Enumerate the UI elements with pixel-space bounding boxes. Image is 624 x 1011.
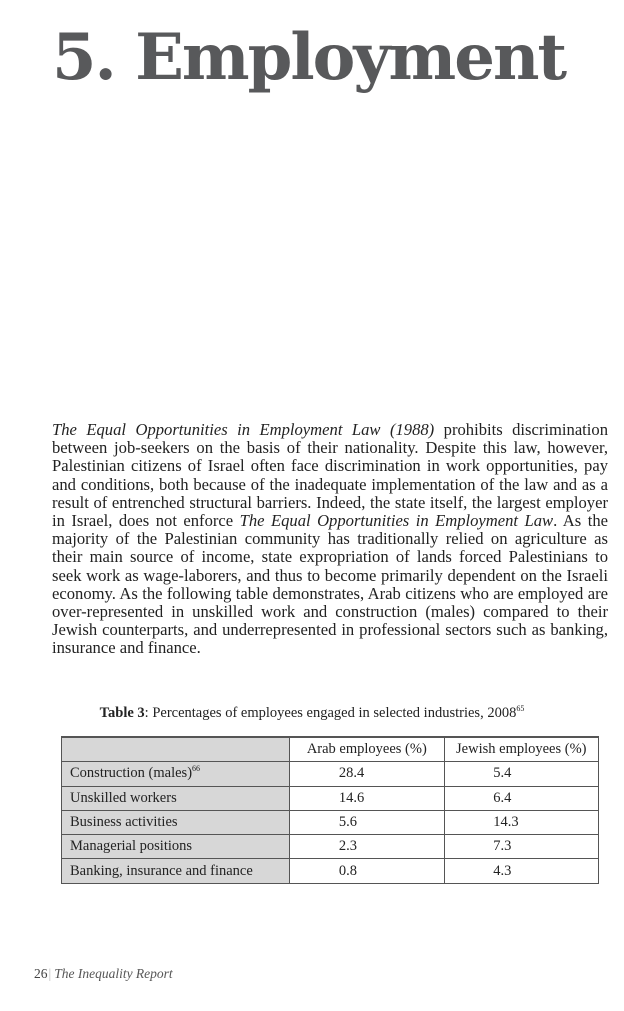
table-header-arab: Arab employees (%) <box>290 737 444 762</box>
jewish-value-text: 4.3 <box>493 862 512 879</box>
row-label <box>62 762 290 786</box>
employment-table <box>61 736 599 884</box>
table-row <box>62 859 599 883</box>
page-footer <box>34 966 173 982</box>
arab-value <box>290 786 444 810</box>
arab-value <box>290 859 444 883</box>
arab-value-text: 14.6 <box>338 789 365 806</box>
jewish-value-text: 5.4 <box>493 765 512 782</box>
jewish-value-text: 7.3 <box>493 838 512 855</box>
arab-value-text: 0.8 <box>338 862 357 879</box>
jewish-value <box>444 859 598 883</box>
table-row <box>62 810 599 834</box>
row-label: Managerial positions <box>62 835 290 859</box>
table-header-empty <box>62 737 290 762</box>
row-label: Business activities <box>62 810 290 834</box>
publication-title: The Inequality Report <box>54 966 173 981</box>
jewish-value-text: 14.3 <box>493 814 519 831</box>
body-paragraph <box>52 421 608 658</box>
jewish-value <box>444 762 598 786</box>
arab-value-text: 2.3 <box>338 838 357 855</box>
table-caption-text: : Percentages of employees engaged in selected industries, 2008 <box>144 705 517 721</box>
table-caption-footnote: 65 <box>516 704 525 714</box>
jewish-value <box>444 786 598 810</box>
jewish-value <box>444 810 598 834</box>
arab-value-text: 28.4 <box>338 765 365 782</box>
paragraph-text-1: prohibits discrimination between job-seekers on the basis of their nationality. Despite this law, however, Palestinian citizens of Israel often face discrimination in work opportunities, pay and conditions, both because of the inadequate implementation of the law and as a result of entrenched structural barriers. Indeed, the state itself, the largest employer in Israel, does not enforce <box>52 420 608 531</box>
law-reference: The Equal Opportunities in Employment Law <box>239 511 554 531</box>
paragraph-text-2: . As the majority of the Palestinian community has traditionally relied on agriculture as their main source of income, state expropriation of lands forced Palestinians to seek work as wage-laborers, and thus to become primarily dependent on the Israeli economy. As the following table demonstrates, Arab citizens who are employed are over-represented in unskilled work and construction (males) compared to their Jewish counterparts, and underrepresented in professional sectors such as banking, insurance and finance. <box>52 511 608 658</box>
page-number: 26 <box>34 966 48 981</box>
row-label-text: Construction (males) <box>70 765 193 782</box>
law-title: The Equal Opportunities in Employment Law (1988) <box>52 420 435 439</box>
arab-value-text: 5.6 <box>338 814 357 831</box>
table-header-row <box>62 737 599 762</box>
arab-value <box>290 762 444 786</box>
arab-value <box>290 835 444 859</box>
table-row <box>62 786 599 810</box>
jewish-value-text: 6.4 <box>493 789 512 806</box>
table-row <box>62 762 599 786</box>
footer-separator: | <box>48 966 52 981</box>
chapter-title: 5. Employment <box>52 20 566 95</box>
table-caption-label: Table 3 <box>99 705 145 721</box>
row-label: Banking, insurance and finance <box>62 859 290 883</box>
row-footnote: 66 <box>192 764 201 774</box>
jewish-value <box>444 835 598 859</box>
arab-value <box>290 810 444 834</box>
table-row <box>62 835 599 859</box>
table-header-jewish: Jewish employees (%) <box>444 737 598 762</box>
table-caption <box>0 705 624 722</box>
row-label: Unskilled workers <box>62 786 290 810</box>
